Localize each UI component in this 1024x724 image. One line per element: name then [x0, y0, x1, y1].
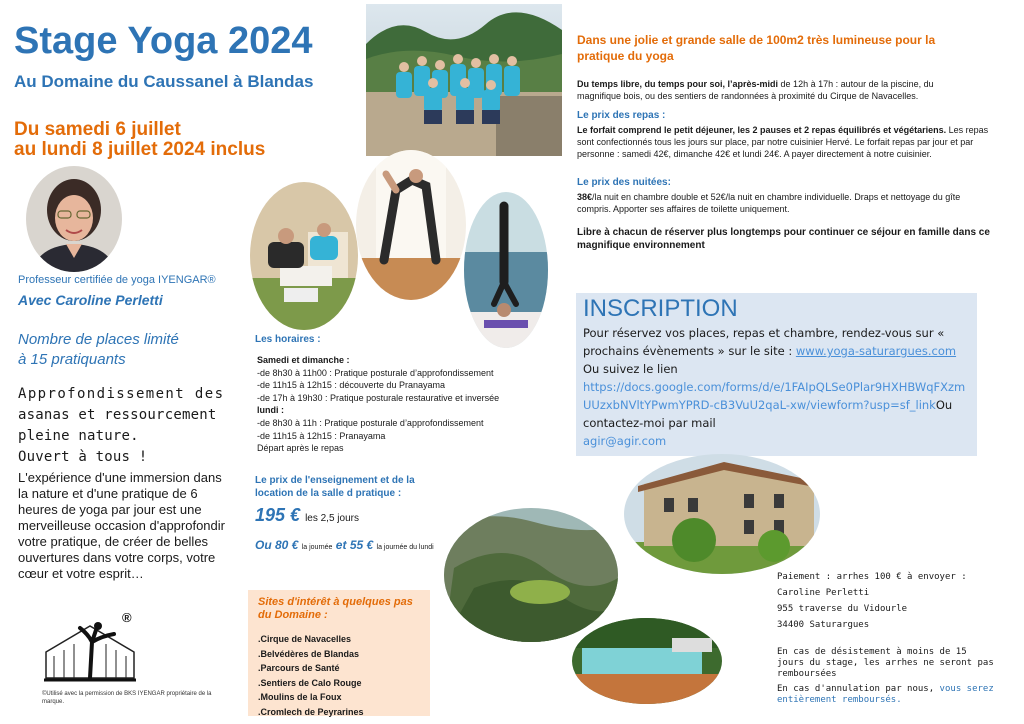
schedule-lundi-title: lundi : — [257, 405, 284, 416]
approf-line-1: Approfondissement des — [18, 386, 225, 402]
nights-price-title: Le prix des nuitées: — [577, 177, 671, 188]
form-link[interactable]: https://docs.google.com/forms/d/e/1FAIpQLSe0Plar9HXHBWqFXzmUUzxbNVltYPwmYPRD-cB3VuU2qaL-xw/viewform?usp=sf_link — [583, 380, 966, 412]
inscription-box — [576, 293, 977, 456]
yoga-photo-2 — [356, 150, 466, 300]
dates-line-1: Du samedi 6 juillet — [14, 119, 181, 140]
house-photo — [624, 454, 820, 574]
copyright-note: ©Utilisé avec la permission de BKS IYENGAR propriétaire de la marque. — [42, 691, 212, 705]
site-item: .Belvédères de Blandas — [258, 648, 360, 659]
schedule-item: -de 11h15 à 12h15 : découverte du Pranayama — [257, 380, 445, 391]
nights-bold: 38€ — [577, 192, 593, 202]
schedule — [257, 354, 499, 455]
venue-intro: Dans une jolie et grande salle de 100m2 très lumineuse pour la pratique du yoga — [577, 33, 936, 63]
meals-price-title: Le prix des repas : — [577, 110, 666, 121]
withdrawal-policy: En cas de désistement à moins de 15 jours du stage, les arrhes ne seront pas remboursées — [777, 647, 994, 679]
site-item: .Moulins de la Foux — [258, 692, 342, 702]
yoga-photo-1 — [250, 182, 358, 330]
approf-line-4: Ouvert à tous ! — [18, 449, 148, 465]
free-time-bold: Du temps libre, du temps pour soi, l’après-midi — [577, 79, 779, 89]
price-duration: les 2,5 jours — [305, 513, 359, 524]
schedule-title: Les horaires : — [255, 334, 321, 345]
places-line-1: Nombre de places limité — [18, 331, 179, 348]
approf-line-2: asanas et ressourcement — [18, 407, 217, 423]
extend-stay-text: Libre à chacun de réserver plus longtemps pour continuer ce séjour en famille dans ce magnifique environnement — [577, 227, 990, 251]
meals-price-text — [577, 124, 992, 160]
sites-list — [258, 632, 420, 719]
price-and: et — [335, 538, 347, 552]
teacher-portrait — [26, 166, 122, 272]
schedule-item: -de 8h30 à 11h00 : Pratique posturale d’approfondissement — [257, 367, 494, 378]
cancellation-suffix: vous serez entièrement remboursés. — [777, 684, 994, 705]
inscription-contact: Ou contactez-moi par mail — [583, 398, 953, 430]
cancellation-policy — [777, 684, 995, 706]
inscription-text — [583, 324, 970, 450]
teacher-certification: Professeur certifiée de yoga IYENGAR® — [18, 274, 216, 286]
sites-box — [248, 590, 430, 716]
places-limit — [18, 330, 179, 370]
sites-title: Sites d'intérêt à quelques pas du Domaine : — [258, 596, 413, 621]
price-day-label: la journée — [301, 544, 333, 551]
payment-info — [777, 569, 997, 633]
price-monday: 55 € — [349, 538, 374, 552]
dates-line-2: au lundi 8 juillet 2024 inclus — [14, 139, 266, 160]
experience-text: L'expérience d'une immersion dans la nature et d'une pratique de 6 heures de yoga par jour est une merveilleuse occasion d'approfondir votre pratique, de créer de belles ouvertures dans votre corps, votre cœur et votre esprit… — [18, 470, 225, 581]
group-photo — [366, 4, 562, 156]
free-time-rest: de 12h à 17h : autour de la piscine, du magnifique bois, ou des sentiers de randonnées à proximité du Cirque de Navacelles. — [577, 79, 934, 101]
inscription-title: INSCRIPTION — [583, 295, 738, 322]
schedule-item: -de 11h15 à 12h15 : Pranayama — [257, 430, 386, 441]
email-link[interactable]: agir@agir.com — [583, 434, 667, 448]
pool-photo — [572, 618, 722, 704]
inscription-follow: Ou suivez le lien — [583, 362, 678, 376]
price-monday-label: la journée du lundi — [376, 544, 434, 551]
meals-rest: Les repas sont confectionnés tous les jours sur place, par notre cuisinier Hervé. Le forfait repas par jour et par personne : samedi 42€, dimanche 42€ et lundi 24€. A payer directement à notre cuisinier. — [577, 125, 989, 159]
inscription-intro: Pour réservez vos places, repas et chambre, rendez-vous sur « prochains évènements » sur le site : — [583, 326, 945, 358]
teaching-price-title: Le prix de l'enseignement et de la location de la salle d pratique : — [255, 475, 415, 499]
registered-mark: ® — [122, 610, 132, 625]
site-item: .Sentiers de Calo Rouge — [258, 677, 362, 688]
site-item: .Cromlech de Peyrarines — [258, 706, 364, 717]
teaching-price — [255, 505, 359, 526]
landscape-photo — [444, 508, 618, 642]
nights-price-text — [577, 191, 992, 215]
approfondissement-text — [18, 384, 228, 468]
cancellation-prefix: En cas d'annulation par nous, — [777, 684, 935, 694]
payment-line-2: Caroline Perletti — [777, 588, 870, 598]
site-item: .Parcours de Santé — [258, 663, 340, 673]
teaching-price-alt — [255, 538, 434, 552]
payment-line-3: 955 traverse du Vidourle — [777, 604, 908, 614]
payment-line-4: 34400 Saturargues — [777, 620, 870, 630]
payment-line-1: Paiement : arrhes 100 € à envoyer : — [777, 572, 967, 582]
teacher-name: Avec Caroline Perletti — [18, 292, 163, 308]
site-item: .Cirque de Navacelles — [258, 634, 352, 644]
schedule-item: -de 8h30 à 11h : Pratique posturale d’approfondissement — [257, 417, 484, 428]
event-dates — [14, 120, 265, 160]
yoga-photo-3 — [464, 192, 548, 348]
approf-line-3: pleine nature. — [18, 428, 139, 444]
places-line-2: à 15 pratiquants — [18, 351, 126, 368]
site-link[interactable]: www.yoga-saturargues.com — [795, 344, 957, 358]
price-day: Ou 80 € — [255, 538, 299, 552]
nights-rest: /la nuit en chambre double et 52€/la nuit en chambre individuelle. Draps et nettoyage du gîte compris. Apporter ses affaires de toilette uniquement. — [577, 192, 961, 214]
schedule-item: -de 17h à 19h30 : Pratique posturale restaurative et inversée — [257, 392, 500, 403]
page-title: Stage Yoga 2024 — [14, 20, 313, 62]
meals-bold: Le forfait comprend le petit déjeuner, les 2 pauses et 2 repas équilibrés et végétariens. — [577, 125, 947, 135]
page-subtitle: Au Domaine du Caussanel à Blandas — [14, 72, 314, 91]
price-amount: 195 € — [255, 505, 301, 525]
free-time-text — [577, 78, 977, 102]
schedule-item: Départ après le repas — [257, 443, 344, 454]
schedule-weekend-title: Samedi et dimanche : — [257, 355, 350, 365]
iyengar-logo — [40, 612, 140, 686]
